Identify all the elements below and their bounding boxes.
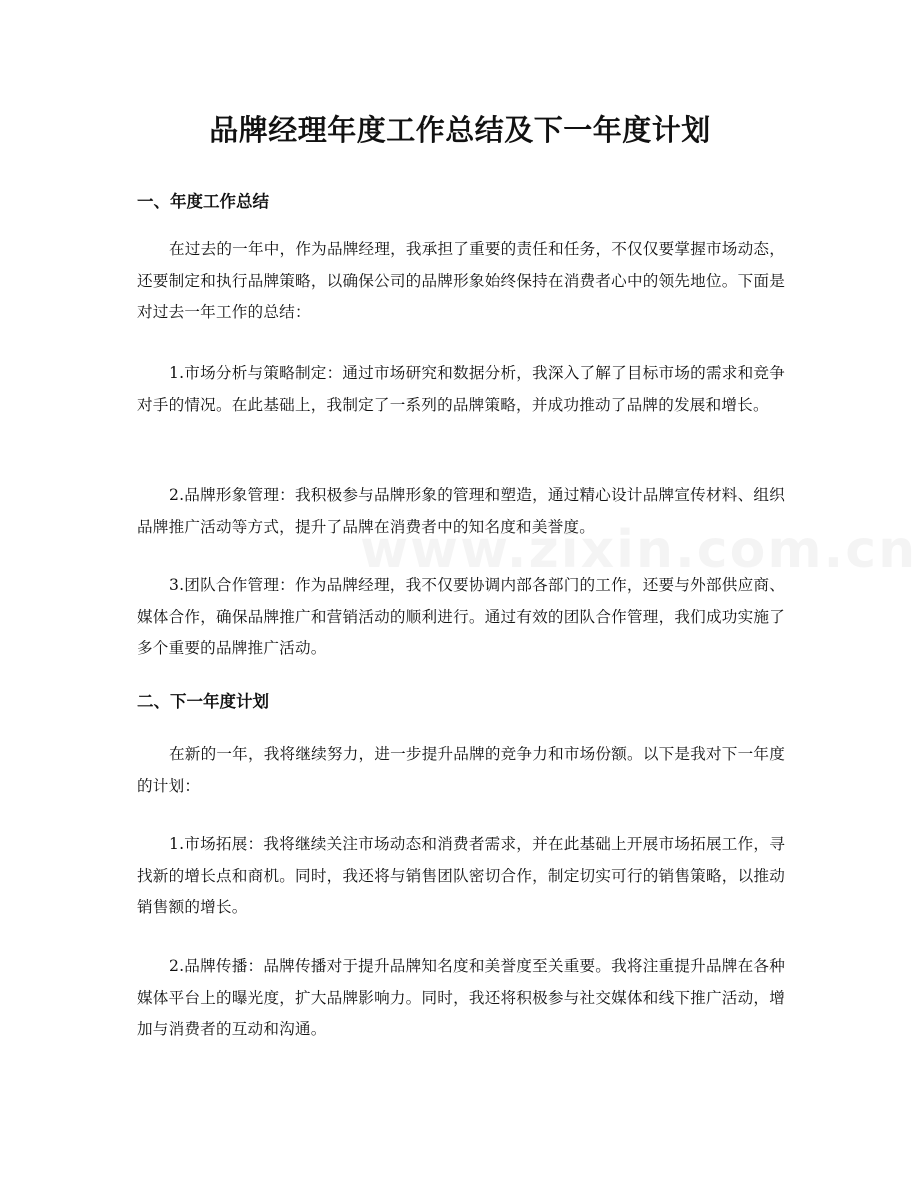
summary-item-team-collaboration: 3.团队合作管理：作为品牌经理，我不仅要协调内部各部门的工作，还要与外部供应商、媒体合作，确保品牌推广和营销活动的顺利进行。通过有效的团队合作管理，我们成功实施了多个重要的品牌推广活动。 <box>137 576 785 657</box>
summary-item-market-analysis: 1.市场分析与策略制定：通过市场研究和数据分析，我深入了解了目标市场的需求和竞争对手的情况。在此基础上，我制定了一系列的品牌策略，并成功推动了品牌的发展和增长。 <box>137 364 785 414</box>
plan-item-market-expansion: 1.市场拓展：我将继续关注市场动态和消费者需求，并在此基础上开展市场拓展工作，寻找新的增长点和商机。同时，我还将与销售团队密切合作，制定切实可行的销售策略，以推动销售额的增长。 <box>137 835 785 916</box>
section-heading-summary: 一、年度工作总结 <box>137 192 269 211</box>
summary-intro-paragraph: 在过去的一年中，作为品牌经理，我承担了重要的责任和任务，不仅仅要掌握市场动态，还要制定和执行品牌策略，以确保公司的品牌形象始终保持在消费者心中的领先地位。下面是对过去一年工作的总结： <box>137 240 785 321</box>
summary-item-brand-image: 2.品牌形象管理：我积极参与品牌形象的管理和塑造，通过精心设计品牌宣传材料、组织品牌推广活动等方式，提升了品牌在消费者中的知名度和美誉度。 <box>137 486 785 536</box>
plan-item-brand-communication: 2.品牌传播：品牌传播对于提升品牌知名度和美誉度至关重要。我将注重提升品牌在各种媒体平台上的曝光度，扩大品牌影响力。同时，我还将积极参与社交媒体和线下推广活动，增加与消费者的互动和沟通。 <box>137 957 785 1038</box>
document-title: 品牌经理年度工作总结及下一年度计划 <box>209 113 711 147</box>
section-heading-plan: 二、下一年度计划 <box>137 692 269 711</box>
plan-intro-paragraph: 在新的一年，我将继续努力，进一步提升品牌的竞争力和市场份额。以下是我对下一年度的计划： <box>137 745 785 795</box>
